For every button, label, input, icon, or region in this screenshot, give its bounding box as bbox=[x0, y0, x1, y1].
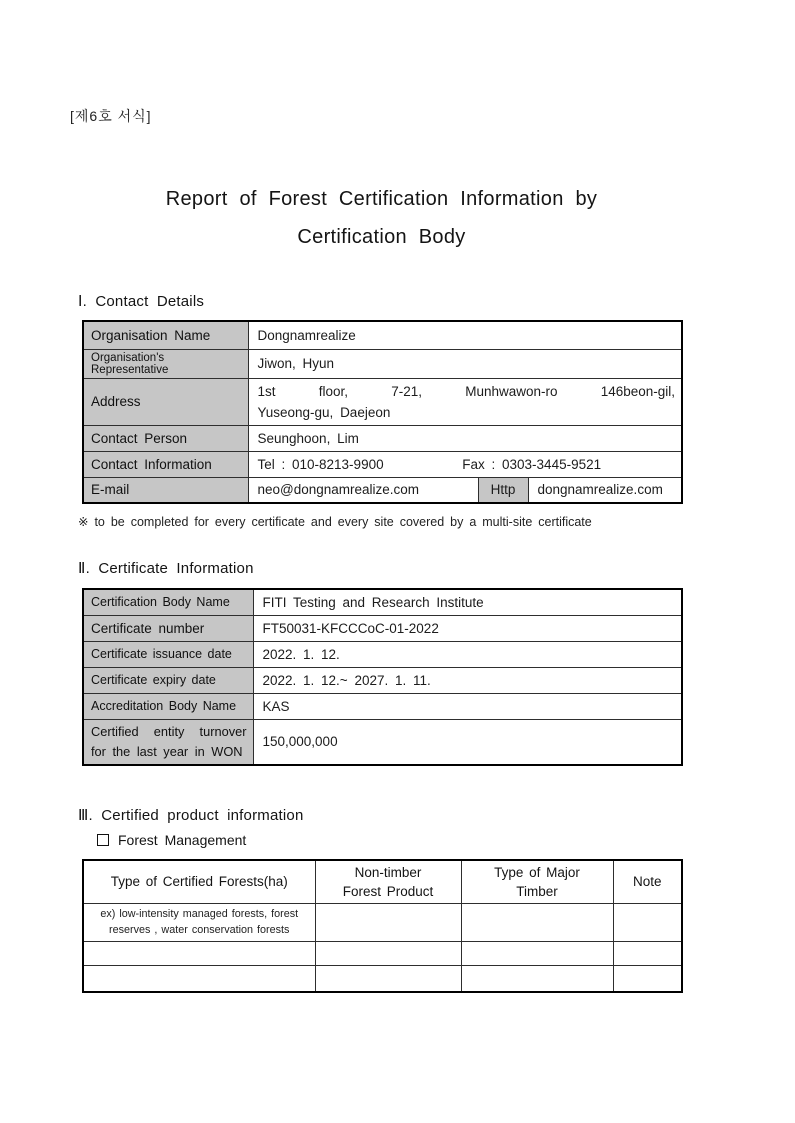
document-title-line1: Report of Forest Certification Information by bbox=[165, 188, 598, 210]
cert-expiry-value: 2022. 1. 12.~ 2027. 1. 11. bbox=[253, 667, 682, 693]
empty-cell bbox=[83, 941, 315, 965]
empty-cell bbox=[315, 965, 461, 992]
representative-value: Jiwon, Hyun bbox=[248, 349, 682, 378]
example-forest-types: ex) low-intensity managed forests, forest reserves , water conservation forests bbox=[83, 903, 315, 941]
org-name-value: Dongnamrealize bbox=[248, 321, 682, 349]
table-row bbox=[83, 425, 682, 451]
empty-cell bbox=[613, 941, 682, 965]
cert-number-value: FT50031-KFCCCoC-01-2022 bbox=[253, 615, 682, 641]
org-name-label: Organisation Name bbox=[83, 321, 248, 349]
empty-cell bbox=[83, 965, 315, 992]
empty-cell bbox=[613, 903, 682, 941]
table-row bbox=[83, 451, 682, 477]
representative-label: Organisation's Representative bbox=[83, 349, 248, 378]
table-row bbox=[83, 719, 682, 765]
contact-person-value: Seunghoon, Lim bbox=[248, 425, 682, 451]
empty-cell bbox=[461, 941, 613, 965]
table-row bbox=[83, 941, 682, 965]
checkbox-icon bbox=[97, 834, 109, 846]
multi-site-note: ※ to be completed for every certificate and every site covered by a multi-site certificate bbox=[78, 515, 592, 529]
empty-cell bbox=[461, 965, 613, 992]
section-product-heading: Ⅲ. Certified product information bbox=[78, 806, 304, 824]
section-certificate-heading: Ⅱ. Certificate Information bbox=[78, 560, 254, 577]
forest-management-label: Forest Management bbox=[118, 831, 247, 848]
cert-issuance-value: 2022. 1. 12. bbox=[253, 641, 682, 667]
tel-value: Tel : 010-8213-9900 bbox=[257, 456, 384, 472]
address-line1: 1st floor, 7-21, Munhwawon-ro 146beon-gil, bbox=[257, 383, 676, 399]
table-header-row bbox=[83, 860, 682, 904]
cert-body-name-value: FITI Testing and Research Institute bbox=[253, 589, 682, 615]
forest-management-option bbox=[97, 832, 795, 848]
table-row bbox=[83, 641, 682, 667]
accreditation-body-label: Accreditation Body Name bbox=[83, 693, 253, 719]
certificate-information-table bbox=[82, 588, 683, 766]
turnover-label-line2: for the last year in WON bbox=[91, 743, 243, 759]
turnover-value: 150,000,000 bbox=[253, 719, 682, 765]
table-row bbox=[83, 477, 682, 503]
form-number-label: [제6호 서식] bbox=[70, 108, 152, 124]
col-header-non-timber: Non-timber Forest Product bbox=[315, 860, 461, 904]
contact-details-table bbox=[82, 320, 683, 504]
cert-issuance-label: Certificate issuance date bbox=[83, 641, 253, 667]
empty-cell bbox=[613, 965, 682, 992]
table-row bbox=[83, 693, 682, 719]
fax-value: Fax : 0303-3445-9521 bbox=[462, 456, 602, 472]
email-label: E-mail bbox=[83, 477, 248, 503]
email-value: neo@dongnamrealize.com bbox=[248, 477, 478, 503]
table-row bbox=[83, 378, 682, 425]
empty-cell bbox=[315, 903, 461, 941]
table-row bbox=[83, 615, 682, 641]
cert-expiry-label: Certificate expiry date bbox=[83, 667, 253, 693]
cert-number-label: Certificate number bbox=[83, 615, 253, 641]
cert-body-name-label: Certification Body Name bbox=[83, 589, 253, 615]
col-header-forest-type: Type of Certified Forests(ha) bbox=[83, 860, 315, 904]
table-row bbox=[83, 321, 682, 349]
col-header-major-timber: Type of Major Timber bbox=[461, 860, 613, 904]
http-label: Http bbox=[478, 477, 528, 503]
table-row bbox=[83, 903, 682, 941]
accreditation-body-value: KAS bbox=[253, 693, 682, 719]
col-header-note: Note bbox=[613, 860, 682, 904]
address-label: Address bbox=[83, 378, 248, 425]
contact-info-value bbox=[248, 451, 682, 477]
address-line2: Yuseong-gu, Daejeon bbox=[257, 404, 391, 420]
table-row bbox=[83, 667, 682, 693]
document-title-line2: Certification Body bbox=[297, 226, 466, 248]
turnover-label-line1: Certified entity turnover bbox=[91, 723, 247, 739]
table-row bbox=[83, 349, 682, 378]
address-value bbox=[248, 378, 682, 425]
certified-product-table bbox=[82, 859, 683, 994]
contact-info-label: Contact Information bbox=[83, 451, 248, 477]
http-value: dongnamrealize.com bbox=[528, 477, 682, 503]
section-contact-heading: Ⅰ. Contact Details bbox=[78, 293, 205, 310]
contact-person-label: Contact Person bbox=[83, 425, 248, 451]
turnover-label bbox=[83, 719, 253, 765]
empty-cell bbox=[461, 903, 613, 941]
table-row bbox=[83, 965, 682, 992]
document-title bbox=[82, 180, 681, 256]
table-row bbox=[83, 589, 682, 615]
empty-cell bbox=[315, 941, 461, 965]
